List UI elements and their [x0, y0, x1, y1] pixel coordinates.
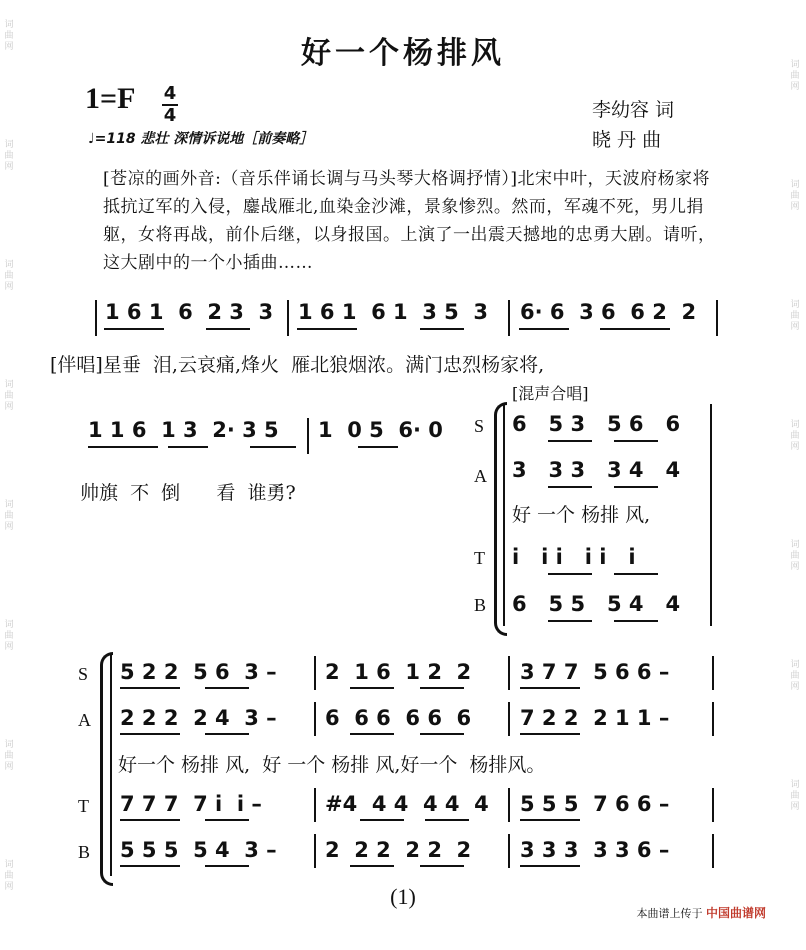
beam	[205, 865, 249, 867]
barline	[712, 702, 714, 736]
beam	[519, 328, 569, 330]
tenor-m2: #4 4 4 4 4 4	[325, 792, 489, 816]
beam	[520, 865, 580, 867]
beam	[548, 486, 592, 488]
beam	[520, 733, 580, 735]
beam	[614, 486, 658, 488]
part-label-tenor: T	[78, 796, 89, 816]
song-title: 好一个杨排风	[301, 36, 505, 71]
time-bottom: 4	[163, 105, 177, 126]
barline	[314, 656, 316, 690]
time-signature	[162, 84, 178, 126]
beam	[360, 819, 404, 821]
page-number: (1)	[390, 884, 416, 909]
intro-narration: [苍凉的画外音:（音乐伴诵长调与马头琴大格调抒情）]北宋中叶，天波府杨家将抵抗辽军的入侵，鏖战雁北,血染金沙滩，景象惨烈。然而，军魂不死，男儿捐躯，女将再战，前仆后继，以身报国。上演了一出震天撼地的忠勇大剧。请听，这大剧中的一个小插曲……	[103, 169, 716, 273]
beam	[350, 687, 394, 689]
tenor-m1: 7 7 7 7 i i –	[120, 792, 262, 816]
upload-text: 本曲谱上传于	[636, 907, 703, 920]
beam	[350, 865, 394, 867]
beam	[548, 440, 592, 442]
barline	[710, 404, 712, 626]
part-label-soprano: S	[474, 416, 485, 436]
beam	[358, 446, 398, 448]
watermark-text: 词曲网	[790, 180, 800, 212]
watermark-text: 词曲网	[4, 500, 14, 532]
lyrics-line-1: [伴唱]星垂 泪,云哀痛,烽火 雁北狼烟浓。满门忠烈杨家将,	[50, 354, 545, 376]
beam	[420, 687, 464, 689]
barline	[508, 834, 510, 868]
watermark-text: 词曲网	[4, 740, 14, 772]
beam	[120, 687, 180, 689]
site-logo-text[interactable]: 中国曲谱网	[705, 906, 766, 920]
barline	[716, 300, 718, 336]
part-label-bass: B	[78, 842, 91, 862]
beam	[520, 687, 580, 689]
choir-bracket	[494, 402, 507, 636]
soprano-m3: 3 7 7 5 6 6 –	[520, 660, 670, 684]
beam	[420, 328, 464, 330]
beam	[600, 328, 670, 330]
barline	[712, 788, 714, 822]
beam	[548, 573, 592, 575]
barline	[95, 300, 97, 336]
alto-m1: 2 2 2 2 4 3 –	[120, 706, 277, 730]
system-barline	[503, 404, 505, 626]
alto-m2: 6 6 6 6 6 6	[325, 706, 472, 730]
bass-m2: 2 2 2 2 2 2	[325, 838, 472, 862]
bass-part: 6 5 5 5 4 4	[512, 592, 681, 616]
part-label-soprano: S	[78, 664, 89, 684]
part-label-tenor: T	[474, 548, 485, 568]
beam	[120, 865, 180, 867]
chorus-label: [混声合唱]	[512, 384, 589, 403]
barline	[508, 788, 510, 822]
lyrics-line-2: 帅旗 不 倒 看 谁勇?	[80, 482, 296, 504]
left-watermark	[0, 0, 18, 950]
beam	[120, 819, 180, 821]
part-label-alto: A	[474, 466, 487, 486]
beam	[297, 328, 357, 330]
time-top: 4	[163, 83, 177, 104]
beam	[420, 865, 464, 867]
watermark-text: 词曲网	[790, 540, 800, 572]
watermark-text: 词曲网	[790, 660, 800, 692]
bass-m3: 3 3 3 3 3 6 –	[520, 838, 670, 862]
beam	[104, 328, 164, 330]
tenor-part: i i i i i i	[512, 545, 636, 569]
watermark-text: 词曲网	[790, 780, 800, 812]
bass-m1: 5 5 5 5 4 3 –	[120, 838, 277, 862]
measure-3: 6· 6 3 6 6 2 2	[520, 300, 697, 324]
composer-credit: 晓 丹 曲	[592, 129, 662, 151]
watermark-text: 词曲网	[4, 20, 14, 52]
barline	[314, 788, 316, 822]
watermark-text: 词曲网	[790, 300, 800, 332]
watermark-text: 词曲网	[790, 420, 800, 452]
beam	[520, 819, 580, 821]
choir-lyrics: 好 一个 杨排 风,	[512, 504, 651, 526]
lyricist-credit: 李幼容 词	[592, 99, 675, 121]
beam	[614, 573, 658, 575]
part-label-bass: B	[474, 595, 487, 615]
right-watermark	[786, 0, 804, 950]
beam	[420, 733, 464, 735]
beam	[548, 620, 592, 622]
barline	[314, 834, 316, 868]
alto-part: 3 3 3 3 4 4	[512, 458, 681, 482]
barline	[314, 702, 316, 736]
beam	[205, 687, 249, 689]
beam	[250, 446, 296, 448]
alto-m3: 7 2 2 2 1 1 –	[520, 706, 670, 730]
barline	[508, 300, 510, 336]
measure-1: 1 6 1 6 2 3 3	[105, 300, 274, 324]
measure-2: 1 6 1 6 1 3 5 3	[298, 300, 489, 324]
beam	[88, 446, 158, 448]
watermark-text: 词曲网	[4, 860, 14, 892]
beam	[205, 819, 249, 821]
beam	[614, 440, 658, 442]
barline	[508, 656, 510, 690]
tempo-marking: ♩=118 悲壮 深情诉说地［前奏略］	[88, 131, 314, 147]
measure-5: 1 0 5 6· 0	[318, 418, 443, 442]
watermark-text: 词曲网	[4, 140, 14, 172]
system-barline	[110, 654, 112, 876]
soprano-m2: 2 1 6 1 2 2	[325, 660, 472, 684]
soprano-m1: 5 2 2 5 6 3 –	[120, 660, 277, 684]
watermark-text: 词曲网	[4, 260, 14, 292]
beam	[614, 620, 658, 622]
barline	[307, 418, 309, 454]
part-label-alto: A	[78, 710, 91, 730]
beam	[206, 328, 250, 330]
key-signature: 1=F	[85, 82, 136, 115]
beam	[120, 733, 180, 735]
beam	[205, 733, 249, 735]
barline	[287, 300, 289, 336]
beam	[425, 819, 469, 821]
watermark-text: 词曲网	[4, 380, 14, 412]
choir-lyrics-2: 好一个 杨排 风, 好 一个 杨排 风,好一个 杨排风。	[118, 754, 546, 776]
beam	[350, 733, 394, 735]
upload-credit	[636, 904, 766, 921]
beam	[168, 446, 208, 448]
barline	[712, 834, 714, 868]
barline	[508, 702, 510, 736]
watermark-text: 词曲网	[790, 60, 800, 92]
watermark-text: 词曲网	[4, 620, 14, 652]
measure-4: 1 1 6 1 3 2· 3 5	[88, 418, 279, 442]
tenor-m3: 5 5 5 7 6 6 –	[520, 792, 670, 816]
barline	[712, 656, 714, 690]
soprano-part: 6 5 3 5 6 6	[512, 412, 681, 436]
